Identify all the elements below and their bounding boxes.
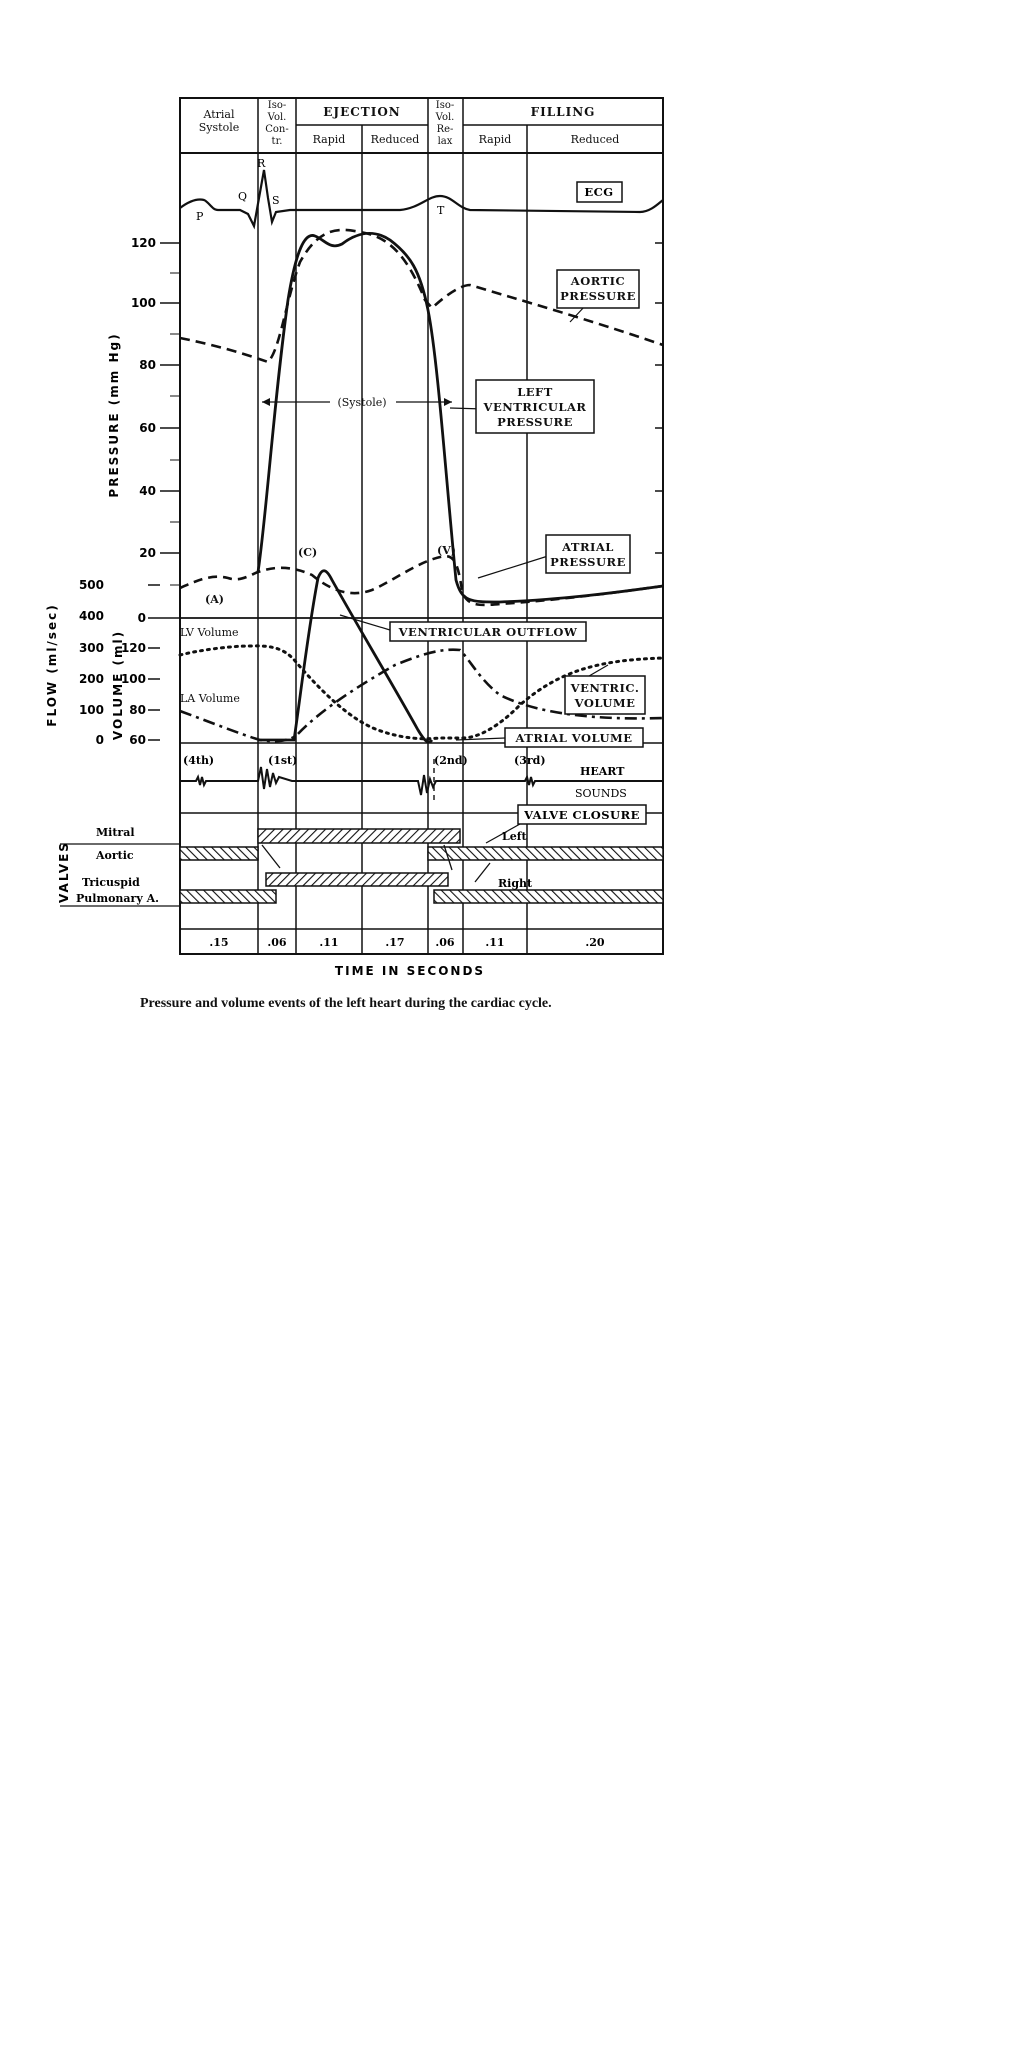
valve-closure-label: VALVE CLOSURE bbox=[524, 808, 640, 822]
pressure-tick-100: 100 bbox=[130, 296, 156, 310]
ecg-wave-s: S bbox=[272, 194, 280, 207]
pressure-tick-120: 120 bbox=[130, 236, 156, 250]
atrial-pressure-label-2: PRESSURE bbox=[550, 555, 626, 569]
header-filling-rapid: Rapid bbox=[478, 133, 512, 146]
duration-reduced-ejection: .17 bbox=[385, 936, 405, 949]
ecg-wave-q: Q bbox=[238, 190, 248, 203]
pressure-axis-label: PRESSURE (mm Hg) bbox=[107, 332, 121, 498]
duration-iso-relax: .06 bbox=[435, 936, 455, 949]
duration-atrial-systole: .15 bbox=[209, 936, 229, 949]
header-iso-contr-2: Vol. bbox=[267, 112, 287, 123]
pressure-tick-20: 20 bbox=[139, 546, 156, 560]
wave-c-label: (C) bbox=[298, 546, 318, 559]
header-iso-relax-3: Re- bbox=[436, 124, 454, 135]
atrial-pressure-label: ATRIAL bbox=[562, 540, 614, 554]
duration-reduced-filling: .20 bbox=[585, 936, 605, 949]
wave-v-label: (V) bbox=[437, 544, 456, 557]
header-filling-reduced: Reduced bbox=[570, 133, 620, 146]
flow-tick-200: 200 bbox=[78, 672, 104, 686]
ventric-volume-label: VENTRIC. bbox=[570, 681, 640, 695]
aortic-pressure-label-2: PRESSURE bbox=[560, 289, 636, 303]
duration-row bbox=[209, 936, 604, 949]
header-iso-relax: Iso- bbox=[435, 100, 455, 111]
pressure-axis bbox=[107, 236, 180, 585]
valve-right-label: Right bbox=[498, 877, 533, 890]
volume-tick-120: 120 bbox=[120, 641, 146, 655]
ecg-wave-t: T bbox=[437, 204, 445, 217]
flow-tick-400: 400 bbox=[78, 609, 104, 623]
flow-tick-100: 100 bbox=[78, 703, 104, 717]
wave-a-label: (A) bbox=[205, 593, 224, 606]
volume-tick-60: 60 bbox=[129, 733, 146, 747]
valve-tricuspid-label: Tricuspid bbox=[82, 876, 140, 889]
ventric-volume-label-2: VOLUME bbox=[574, 696, 636, 710]
flow-tick-300: 300 bbox=[78, 641, 104, 655]
third-heart-sound: (3rd) bbox=[514, 754, 546, 767]
lv-pressure-label: LEFT bbox=[517, 385, 553, 399]
duration-rapid-ejection: .11 bbox=[319, 936, 339, 949]
pressure-labels bbox=[205, 270, 639, 606]
diagram-frame bbox=[180, 98, 663, 954]
la-volume-label: LA Volume bbox=[180, 692, 240, 705]
header-ejection: EJECTION bbox=[323, 105, 401, 119]
aortic-pressure-label: AORTIC bbox=[570, 274, 626, 288]
header-atrial-systole: Atrial bbox=[203, 108, 235, 121]
duration-rapid-filling: .11 bbox=[485, 936, 505, 949]
header-iso-contr-4: tr. bbox=[271, 136, 283, 147]
valve-aortic-label: Aortic bbox=[96, 849, 134, 862]
mitral-closed-bar bbox=[258, 829, 460, 843]
header-iso-relax-2: Vol. bbox=[435, 112, 455, 123]
fourth-heart-sound: (4th) bbox=[183, 754, 215, 767]
header-iso-contr-3: Con- bbox=[265, 124, 289, 135]
header-iso-relax-4: lax bbox=[437, 136, 453, 147]
ventricular-outflow-curve bbox=[258, 571, 432, 742]
header-filling: FILLING bbox=[530, 105, 596, 119]
valve-mitral-label: Mitral bbox=[96, 826, 135, 839]
ecg-trace bbox=[180, 157, 663, 226]
figure-caption: Pressure and volume events of the left heart during the cardiac cycle. bbox=[140, 996, 552, 1011]
second-heart-sound: (2nd) bbox=[434, 754, 468, 767]
systole-label: (Systole) bbox=[337, 396, 387, 409]
heart-sounds-label-2: SOUNDS bbox=[575, 787, 627, 800]
header-ejection-reduced: Reduced bbox=[370, 133, 420, 146]
volume-tick-100: 100 bbox=[120, 672, 146, 686]
duration-iso-contr: .06 bbox=[267, 936, 287, 949]
valve-pulmonary-label: Pulmonary A. bbox=[76, 892, 159, 905]
first-heart-sound: (1st) bbox=[268, 754, 298, 767]
heart-sounds-label: HEART bbox=[580, 765, 625, 778]
valves-section bbox=[57, 805, 663, 906]
pressure-tick-80: 80 bbox=[139, 358, 156, 372]
flow-axis-label: FLOW (ml/sec) bbox=[45, 603, 59, 727]
volume-axis-label: VOLUME (ml) bbox=[111, 629, 125, 741]
valves-axis-label: VALVES bbox=[57, 841, 71, 903]
tricuspid-closed-bar bbox=[266, 873, 448, 886]
ecg-wave-p: P bbox=[196, 210, 204, 223]
pressure-tick-40: 40 bbox=[139, 484, 156, 498]
volume-tick-80: 80 bbox=[129, 703, 146, 717]
lv-pressure-label-3: PRESSURE bbox=[497, 415, 573, 429]
ecg-wave-r: R bbox=[257, 157, 266, 170]
header-atrial-systole-2: Systole bbox=[198, 121, 240, 134]
flow-volume-labels bbox=[180, 622, 645, 747]
flow-tick-500: 500 bbox=[78, 578, 104, 592]
flow-tick-0: 0 bbox=[95, 733, 104, 747]
time-axis-label: TIME IN SECONDS bbox=[334, 964, 486, 978]
header-iso-contr: Iso- bbox=[267, 100, 287, 111]
phase-header bbox=[199, 100, 620, 147]
pressure-tick-60: 60 bbox=[139, 421, 156, 435]
atrial-volume-label: ATRIAL VOLUME bbox=[515, 731, 633, 745]
lv-pressure-label-2: VENTRICULAR bbox=[483, 400, 587, 414]
pulmonary-closed-bar-2 bbox=[434, 890, 663, 903]
pulmonary-closed-bar-1 bbox=[180, 890, 276, 903]
valve-left-label: Left bbox=[502, 830, 527, 843]
header-ejection-rapid: Rapid bbox=[312, 133, 346, 146]
heart-sounds bbox=[180, 754, 663, 800]
ventricular-outflow-label: VENTRICULAR OUTFLOW bbox=[398, 625, 578, 639]
lv-volume-label: LV Volume bbox=[180, 626, 239, 639]
aortic-closed-bar-1 bbox=[180, 847, 258, 860]
ecg-label: ECG bbox=[584, 185, 614, 199]
aortic-closed-bar-2 bbox=[428, 847, 663, 860]
volume-tick-0: 0 bbox=[137, 611, 146, 625]
flow-volume-axes bbox=[45, 578, 180, 747]
